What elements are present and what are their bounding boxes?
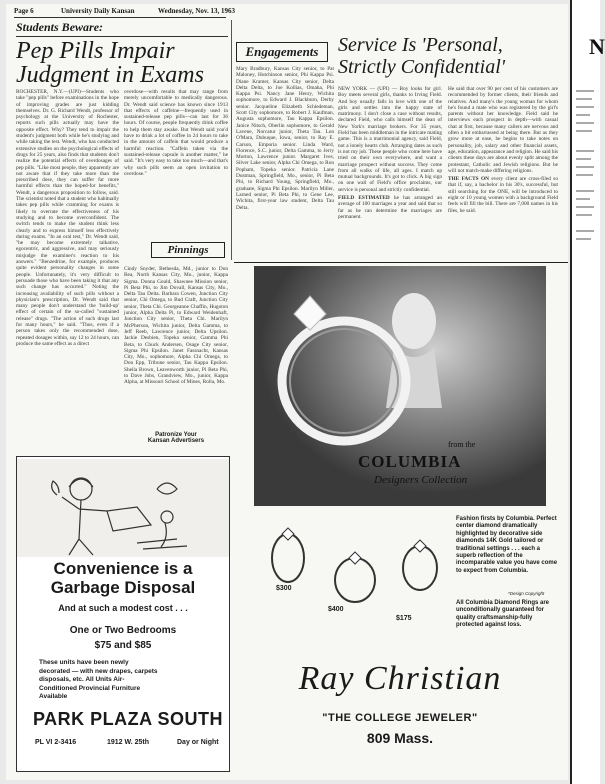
service-body: NEW YORK — (UPI) — Boy looks for girl. Boy meets several girls, thanks to Irving Field. And boy usually falls in love with one of the girls and settles into the happy state of matrimony. I don't close a case without results, declared Field, who calls himself the dean of New York's marriage brokers. For 35 years, Field has been middleman in the intricate mating game. This is a matrimonial agency, said Field, not a lonely hearts club. Arranging dates as such is not my job. These people who come here have tried on their own everywhere, and want a marriage prospect without success. They come from all walks of life, all ages. I match up mutual backgrounds. It's got to click. A big sign on one wall of Field's office proclaims, our service is personal and strictly confidential. <box>338 86 442 193</box>
ring-price-3: $175 <box>396 615 412 622</box>
pinnings-heading: Pinnings <box>151 242 225 258</box>
pep-pills-article <box>16 20 228 88</box>
page-header <box>6 4 568 18</box>
pep-article-column-2 <box>124 89 228 235</box>
pep-article-column-1 <box>16 89 119 457</box>
ad-features: These units have been newly decorated — with new drapes, carpets disposals, etc. All Units Air-Conditioned Provincial Furniture Available <box>39 659 158 700</box>
patronize-line-1: Patronize Your <box>155 432 197 438</box>
ad-address: 1912 W. 25th <box>107 739 150 746</box>
guarantee-text: All Columbia Diamond Rings are unconditionally guaranteed for quality craftsmanship-fully protected against loss. <box>456 600 550 629</box>
ad-subhead: And at such a modest cost . . . <box>58 603 188 613</box>
ad-headline: Convenience is a Garbage Disposal <box>50 559 196 597</box>
service-body: He said that over 90 per cent of his customers are recommended by former clients, their friends and relatives. And many's the young woman for whom he's found a mate who was registered by the girl's parents without her knowledge. Field said he interviews each prospect in depth—with casual chat at first, because many callers are nervous and often a bit embarrassed at being there. But as they grow more at ease, he begins to take notes on personality, job, salary and other financial assets, age, education, appearance and religion. He said his clients these days are about evenly split among the protestant, Catholic and Jewish religions. But he will not match-make differing religions. <box>448 86 559 174</box>
jeweler-address: 809 Mass. <box>366 730 434 746</box>
from-the-label: from the <box>448 440 476 449</box>
pinnings-column <box>124 266 228 424</box>
ray-christian-ad <box>238 266 562 770</box>
paper-name: University Daily Kansan <box>61 7 135 15</box>
ad-photo <box>254 266 546 506</box>
design-copyright: *Design Copyright <box>508 591 545 596</box>
fashion-description: Fashion firsts by Columbia. Perfect center diamond dramatically highlighted by decorative side diamonds 14K Gold tailored or traditional settings . . . each a superb reflection of the incomparable value you have come to expect from Columbia. <box>456 516 558 574</box>
article-kicker: Students Beware: <box>16 20 228 37</box>
service-headline-2: Strictly Confidential' <box>338 56 506 78</box>
pinnings-body: Cindy Snyder, Bethesda, Md., junior to Don Bea, North Kansas City, Mo., junior, Kappa Sigma. Donna Gould, Shawnee Mission senior, Pi Beta Phi, to Jim Dovall, Kansas City, Mo., Delta Tau Delta. Barbara Cowen, Junction City senior, Chi Omega, to Bud Craft, Junction City senior, Theta Chi. Georgeanne Chaffin, Hugoton junior, Alpha Delta Pi, to Edward Weidenhaft, Junction City senior, Theta Chi. Marilyn McPherson, Wichita junior, Delta Gamma, to Jeff Reeb, Lawrence junior, Delta Upsilon. Jackie Desbien, Topeka senior, Gamma Phi Beta, to Chuck Andersen, Osage City senior, Sigma Phi Epsilon. Janet Fassnacht, Kansas City, Mo., sophomore, Alpha Chi Omega, to Don Epp, Tribune senior, Tau Kappa Epsilon. Sheila Brown, Leavenworth junior, Pi Beta Phi, to Dave Jobs, Grandview, Mo., junior, Kappa Alpha, at Missouri School of Mines, Rolla, Mo. <box>124 266 228 386</box>
article-body: ROCHESTER, N.Y.—(UPI)—Students who take "pep pills" before examinations in the hope of improving grades are just kidding themselves. Dr. G. Richard Wendt, professor of psychology at the University of Rochester, reports such pills actually may have the opposite effect. Why? They tend to impair the student's judgment both while he's studying and while taking the test. Wendt, who has conducted extensive studies on the psychological effects of drugs for 25 years, also finds that students don't realize the potential effects of overdosages of pep pills. "Like most people, they apparently are not aware that if they take more than the prescribed dose, they can suffer far more harmful effects than the hoped-for benefits," Wendt, a dangerous proposition to follow, said. The scientist noted that a student who habitually takes pep pills while cramming for exams is likely to overrate the effectiveness of his studying and to become overconfident. The switch tends to make the student think less clearly and to express himself less effectively during exams. "In an oral test," Dr. Wendt said, "he may become extremely talkative, egocentric, and aggressive, and may seriously misjudge the examiner's reaction to his answers." "Benzedrine, for example, produces quite evident personality changes in some people. Unfortunately, it's very difficult to persuade those who have been taking it that any such change has occurred." Noting the increasing availability of such pills without a physician's prescription, Dr. Wendt said that many people don't understand the 'build-up' effect of certain of the so-called "sustained release" drugs. "The action of such drugs last for many hours," he said. "Thus, even if a person takes only the recommended dose, repeated dosages within, say 12 to 24 hours, can produce the same effect as a direct <box>16 89 119 347</box>
service-article-head <box>338 34 568 78</box>
designers-collection: Designers Collection <box>374 474 468 486</box>
service-headline-1: Service Is 'Personal, <box>338 34 503 56</box>
cartoon-illustration <box>17 459 229 559</box>
ring-price-2: $400 <box>328 606 344 613</box>
patronize-line-2: Kansan Advertisers <box>147 438 205 444</box>
bedrooms-label: One or Two Bedrooms <box>69 625 177 636</box>
issue-date: Wednesday, Nov. 13, 1963 <box>158 7 236 15</box>
columbia-brand: COLUMBIA <box>358 452 462 471</box>
headline-line-1: Pep Pills Impair <box>16 38 175 64</box>
next-page-headline: N <box>589 34 605 59</box>
engagements-body: Mary Bradbury, Kansas City senior, to Pat Maloney, Hutchinson senior, Phi Kappa Psi. Diane Kramer, Kansas City senior, Delta Delta Delta, to Joe Kollias, Omaha, Phi Kappa Psi. Nancy Jane Henry, Wichita sophomore, to Edward J. Blackburn, Derby senior. Jacqueline Elizabeth Schiedeman, Scott City sophomore, to Robert J. Kaufman, Augusta sophomore, Tau Kappa Epsilon. Janice Nitsch, Oberlin sophomore, to Gerald Lavene, Norcatur junior, Theta Tau. Lon O'Mara, Dubuque, Iowa, senior, to Ray E. Carson, Emporia senior. Linda Ward, Florence, S.C. junior, Delta Gamma, to Jerry Morton, Lawrence junior. Margaret Ives, Silver Lake senior, Alpha Chi Omega, to Ron Popham, Topeka senior. Patricia Lane Dustman, Springfield, Mo., senior, Pi Beta Phi, to Richard Young, Springfield, Mo., graduate, Sigma Phi Epsilon. Marilyn Miller, Larned senior, Pi Beta Phi, to Gene Lee, Wichita, first-year law student, Delta Tau Delta. <box>236 66 334 211</box>
jeweler-tagline: "THE COLLEGE JEWELER" <box>322 712 478 724</box>
service-body: every client are cross-filed so that if, say, a bachelor in his 30's, successful, but still searching for the ONE, will be introduced to eight or 10 young women with a background Field feels will fill the bill. There are 7,000 names in his files, he said. <box>448 176 558 214</box>
service-lead-in: THE FACTS ON <box>448 176 489 183</box>
engagements-heading: Engagements <box>236 42 328 62</box>
ring-price-1: $300 <box>276 585 292 592</box>
rent-price: $75 and $85 <box>94 640 152 651</box>
service-lead-in: FIELD ESTIMATED <box>338 195 390 202</box>
service-column-1 <box>338 86 442 258</box>
park-plaza-ad <box>16 456 230 772</box>
ring-illustrations <box>260 518 460 628</box>
service-column-2 <box>448 86 558 258</box>
apartment-name: PARK PLAZA SOUTH <box>33 709 223 729</box>
adjacent-page-edge <box>570 0 605 784</box>
headline-line-2: Judgment in Exams <box>16 62 204 88</box>
patronize-notice <box>124 432 228 444</box>
ad-hours: Day or Night <box>177 739 219 746</box>
ad-phone: PL VI 2-3416 <box>35 739 77 746</box>
article-body: overdose—with results that may range from merely uncomfortable to medically dangerous. Dr. Wendt said science has known since 1913 that effects of caffeine—frequently used in sustained-release pep pills—can last for 36 hours. Of course, people frequently drink coffee to help them stay awake. But Wendt said you'd have to drink a lot of coffee in 24 hours to take in the amount of caffein that would produce a harmful reaction. "Caffein taken via the sustained-release capsule is another matter," he said. "It's very easy to take too much—and that's why such pills seem an open invitation to overdose." <box>124 89 228 177</box>
page-number: Page 6 <box>14 7 34 15</box>
newspaper-page <box>6 4 568 780</box>
engagements-column <box>236 66 334 258</box>
service-body: he has arranged an average of 100 marriages a year and said that so far as he can determine the marriages are permanent. <box>338 195 442 220</box>
jeweler-name: Ray Christian <box>298 660 502 697</box>
